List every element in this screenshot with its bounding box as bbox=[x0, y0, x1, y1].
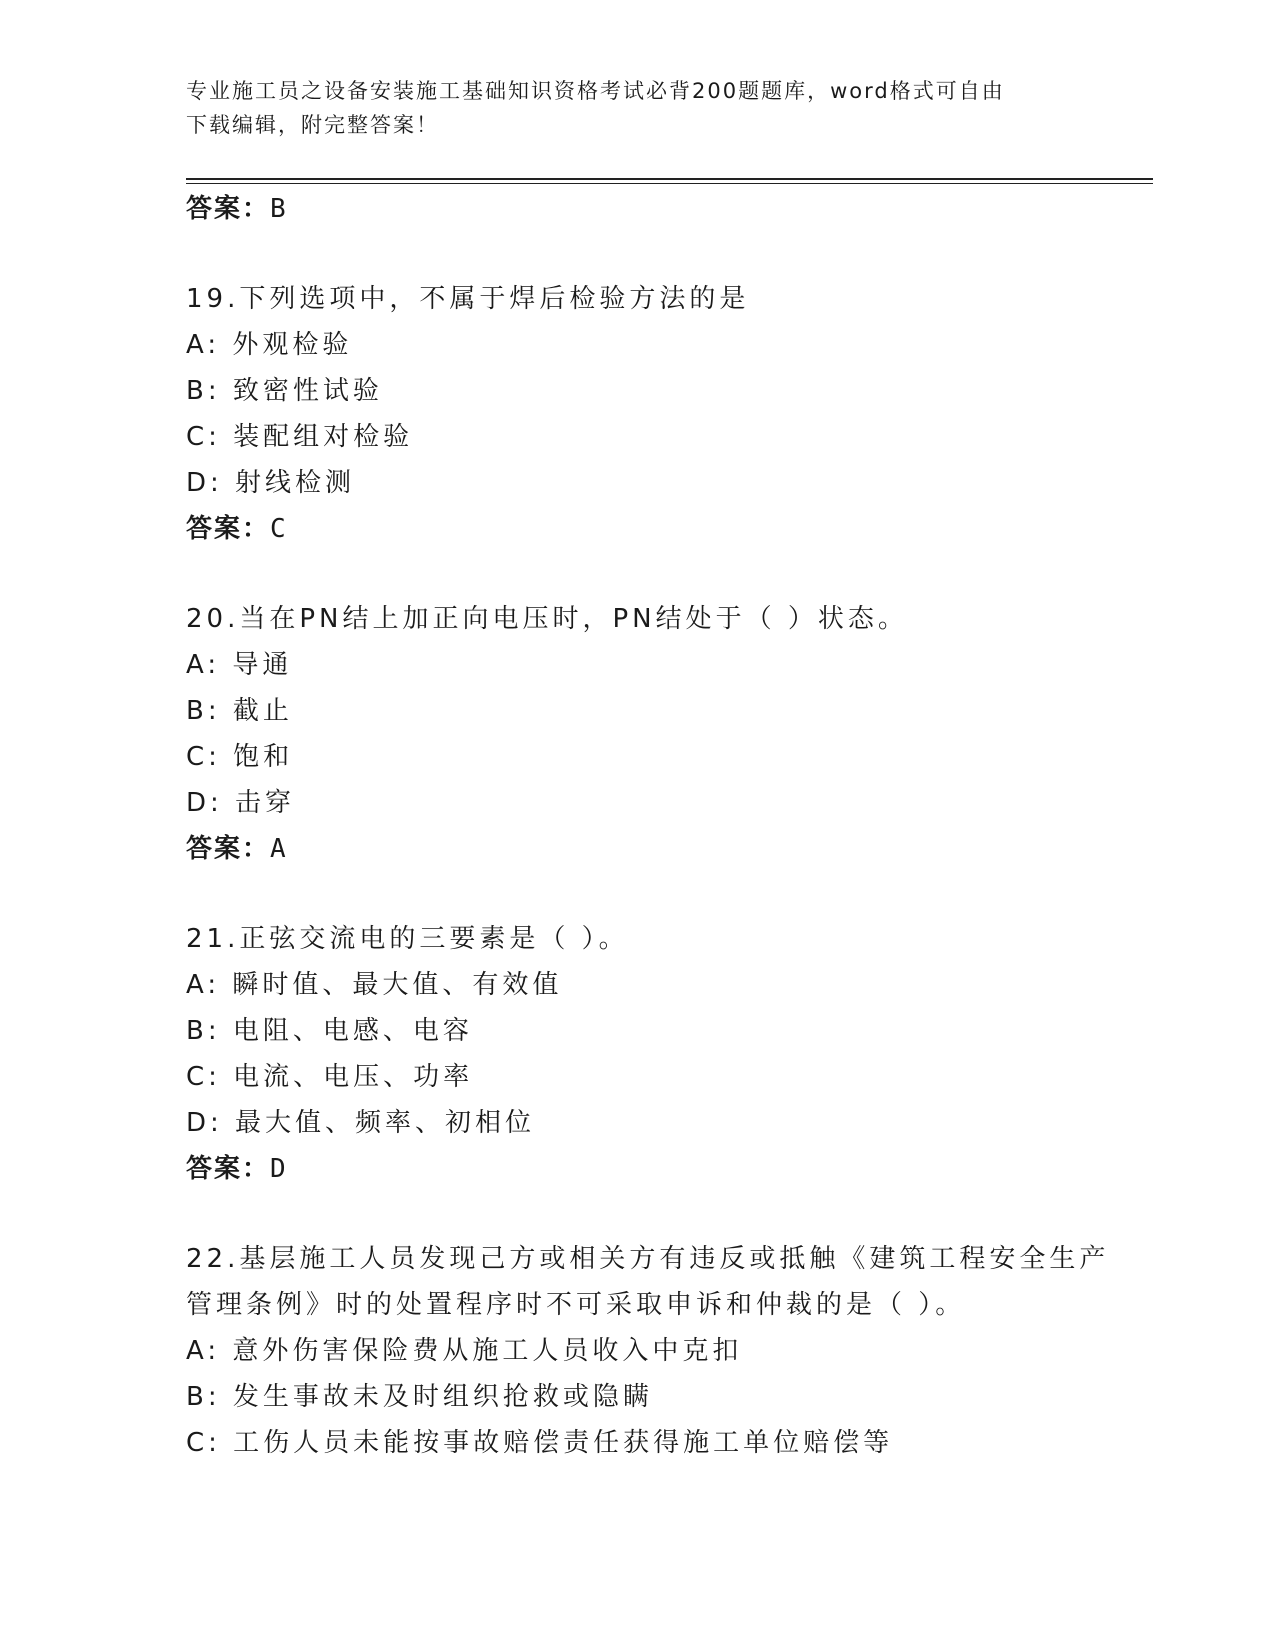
question-20 bbox=[186, 596, 1086, 872]
question-answer bbox=[186, 506, 1086, 552]
answer-value: A bbox=[270, 834, 288, 864]
question-answer bbox=[186, 1146, 1086, 1192]
option-a: A: 外观检验 bbox=[186, 330, 353, 360]
answer-value: C bbox=[270, 514, 288, 544]
answer-value: D bbox=[270, 1154, 288, 1184]
option-b: B: 发生事故未及时组织抢救或隐瞒 bbox=[186, 1382, 653, 1412]
option-a: A: 瞬时值、最大值、有效值 bbox=[186, 970, 563, 1000]
option-d: D: 最大值、频率、初相位 bbox=[186, 1108, 536, 1138]
option-c: C: 饱和 bbox=[186, 742, 294, 772]
option-b: B: 截止 bbox=[186, 696, 293, 726]
question-21 bbox=[186, 916, 1086, 1192]
header-line-2: 下载编辑，附完整答案！ bbox=[186, 113, 439, 137]
question-content bbox=[186, 186, 1110, 1466]
option-c: C: 工伤人员未能按事故赔偿责任获得施工单位赔偿等 bbox=[186, 1428, 894, 1458]
question-19 bbox=[186, 276, 1086, 552]
option-d: D: 射线检测 bbox=[186, 468, 356, 498]
previous-answer bbox=[186, 186, 1086, 232]
option-c: C: 电流、电压、功率 bbox=[186, 1062, 474, 1092]
question-stem: 19.下列选项中，不属于焊后检验方法的是 bbox=[186, 284, 750, 314]
header-line-1: 专业施工员之设备安装施工基础知识资格考试必背200题题库，word格式可自由 bbox=[186, 79, 1005, 103]
option-d: D: 击穿 bbox=[186, 788, 296, 818]
question-22 bbox=[186, 1236, 1110, 1466]
question-stem-line-1: 22.基层施工人员发现己方或相关方有违反或抵触《建筑工程安全生产 bbox=[186, 1244, 1110, 1274]
question-stem: 21.正弦交流电的三要素是（ ）。 bbox=[186, 924, 629, 954]
answer-label: 答案： bbox=[186, 514, 271, 544]
option-b: B: 电阻、电感、电容 bbox=[186, 1016, 473, 1046]
header-divider-thick bbox=[186, 178, 1153, 180]
option-a: A: 导通 bbox=[186, 650, 293, 680]
document-header bbox=[186, 74, 1066, 142]
question-answer bbox=[186, 826, 1086, 872]
question-stem-line-2: 管理条例》时的处置程序时不可采取申诉和仲裁的是（ ）。 bbox=[186, 1290, 966, 1320]
option-b: B: 致密性试验 bbox=[186, 376, 383, 406]
answer-label: 答案： bbox=[186, 1154, 271, 1184]
header-divider-thin bbox=[186, 183, 1153, 184]
answer-label: 答案： bbox=[186, 194, 271, 224]
answer-value: B bbox=[270, 194, 288, 224]
option-a: A: 意外伤害保险费从施工人员收入中克扣 bbox=[186, 1336, 743, 1366]
answer-label: 答案： bbox=[186, 834, 271, 864]
option-c: C: 装配组对检验 bbox=[186, 422, 414, 452]
question-stem: 20.当在PN结上加正向电压时，PN结处于（ ）状态。 bbox=[186, 604, 908, 634]
